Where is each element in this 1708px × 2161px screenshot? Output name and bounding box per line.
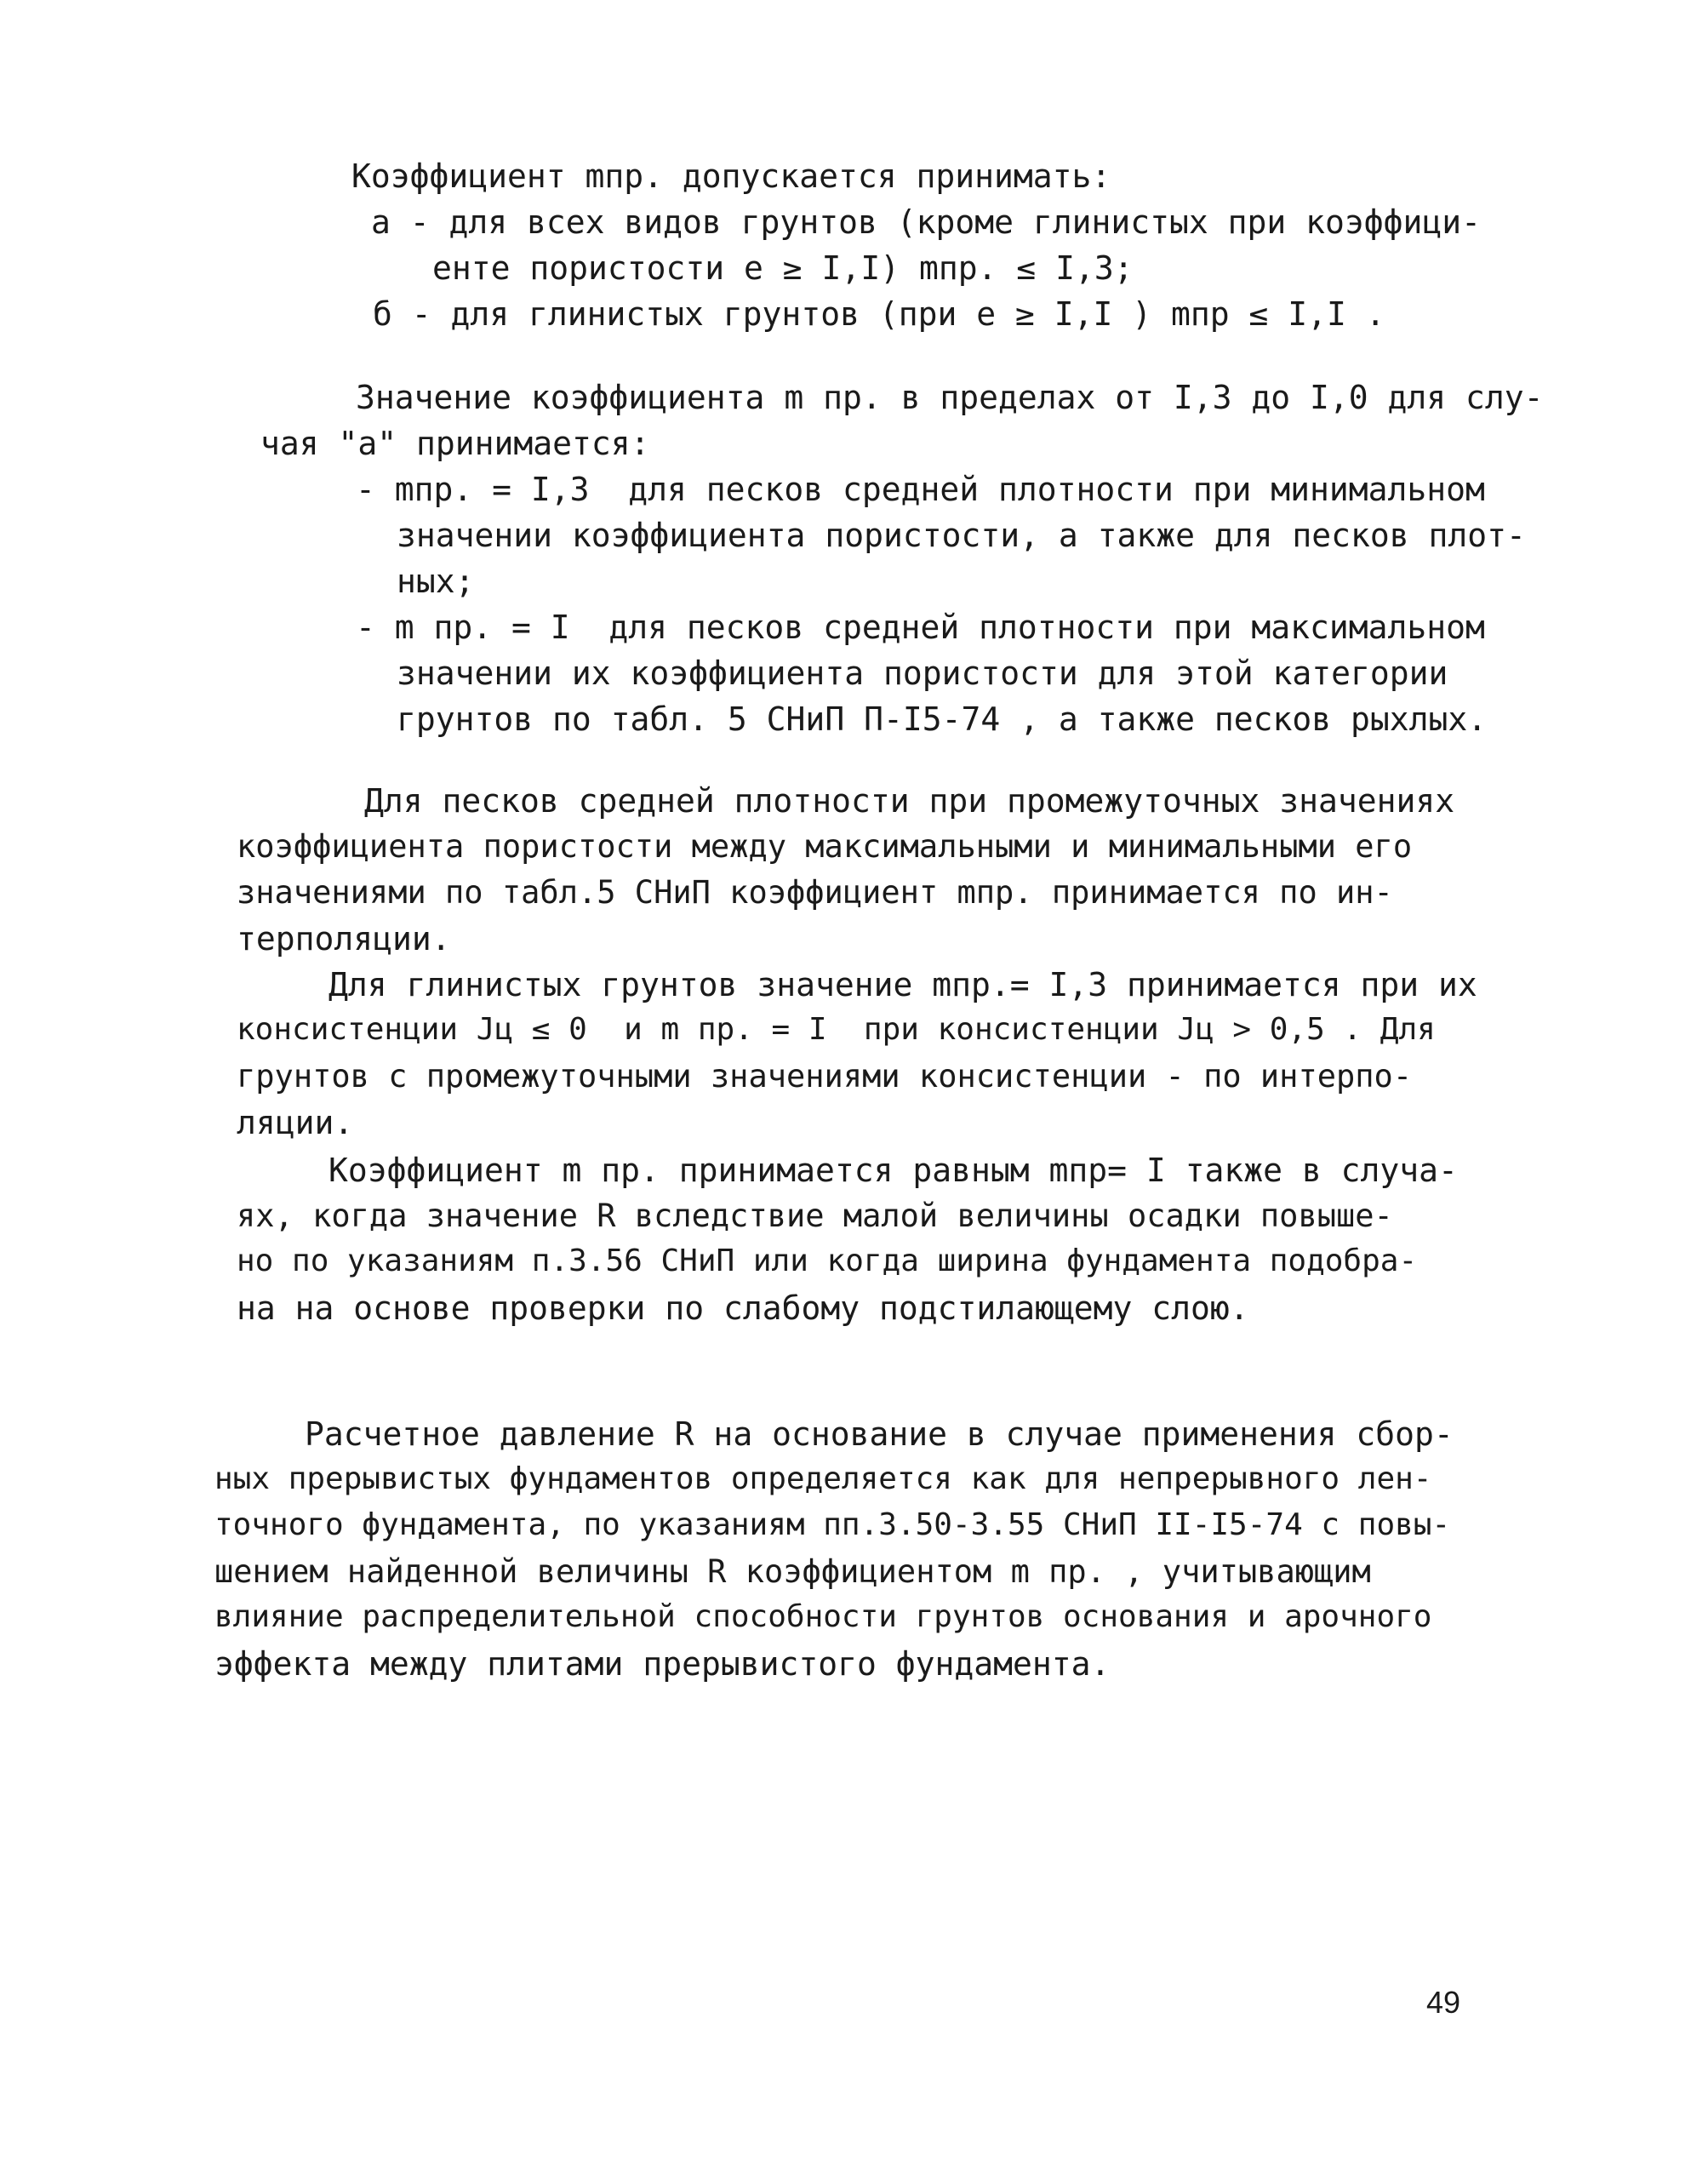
text-line: Для глинистых грунтов значение mпр.= I,3 принимается при их (328, 966, 1477, 1003)
text-line: шением найденной величины R коэффициентом m пр. , учитывающим (214, 1553, 1371, 1590)
text-line: точного фундамента, по указаниям пп.3.50-3.55 СНиП II-I5-74 с повы- (214, 1507, 1451, 1542)
text-line: грунтов по табл. 5 СНиП П-I5-74 , а также песков рыхлых. (397, 700, 1488, 738)
text-line: но по указаниям п.3.56 СНиП или когда ширина фундамента подобра- (237, 1243, 1418, 1278)
text-line: ных; (397, 563, 475, 600)
text-line: Расчетное давление R на основание в случае применения сбор- (305, 1415, 1454, 1453)
text-line: терполяции. (237, 920, 451, 958)
text-line: эффекта между плитами прерывистого фундамента. (214, 1645, 1111, 1683)
page-number: 49 (1426, 1985, 1461, 2020)
text-line: - mпр. = I,3 для песков средней плотности при минимальном (356, 471, 1485, 508)
text-line: значении их коэффициента пористости для этой категории (397, 655, 1448, 692)
text-line: ях, когда значение R вследствие малой величины осадки повыше- (237, 1198, 1393, 1234)
text-line: Для песков средней плотности при промежуточных значениях (364, 782, 1455, 820)
text-line: ных прерывистых фундаментов определяется как для непрерывного лен- (214, 1461, 1432, 1496)
text-line: консистенции Jц ≤ 0 и m пр. = I при консистенции Jц > 0,5 . Для (237, 1012, 1436, 1047)
text-line: ляции. (237, 1104, 354, 1141)
text-line: а - для всех видов грунтов (кроме глинистых при коэффици- (371, 203, 1482, 241)
text-line: Коэффициент m пр. принимается равным mпр= I также в случа- (328, 1152, 1458, 1189)
text-line: б - для глинистых грунтов (при е ≥ I,I ) mпр ≤ I,I . (373, 295, 1385, 333)
text-line: чая "а" принимается: (260, 425, 650, 462)
text-line: Коэффициент mпр. допускается принимать: (351, 157, 1111, 195)
text-line: значениями по табл.5 СНиП коэффициент mпр. принимается по ин- (237, 874, 1393, 911)
text-line: грунтов с промежуточными значениями консистенции - по интерпо- (237, 1058, 1413, 1095)
text-line: значении коэффициента пористости, а также для песков плот- (397, 517, 1526, 554)
text-line: влияние распределительной способности грунтов основания и арочного (214, 1599, 1432, 1634)
text-line: на на основе проверки по слабому подстилающему слою. (237, 1289, 1249, 1327)
text-line: енте пористости е ≥ I,I) mпр. ≤ I,3; (432, 249, 1134, 287)
text-line: Значение коэффициента m пр. в пределах от I,3 до I,0 для слу- (356, 379, 1544, 416)
text-line: коэффициента пористости между максимальными и минимальными его (237, 828, 1413, 865)
text-line: - m пр. = I для песков средней плотности при максимальном (356, 609, 1485, 646)
